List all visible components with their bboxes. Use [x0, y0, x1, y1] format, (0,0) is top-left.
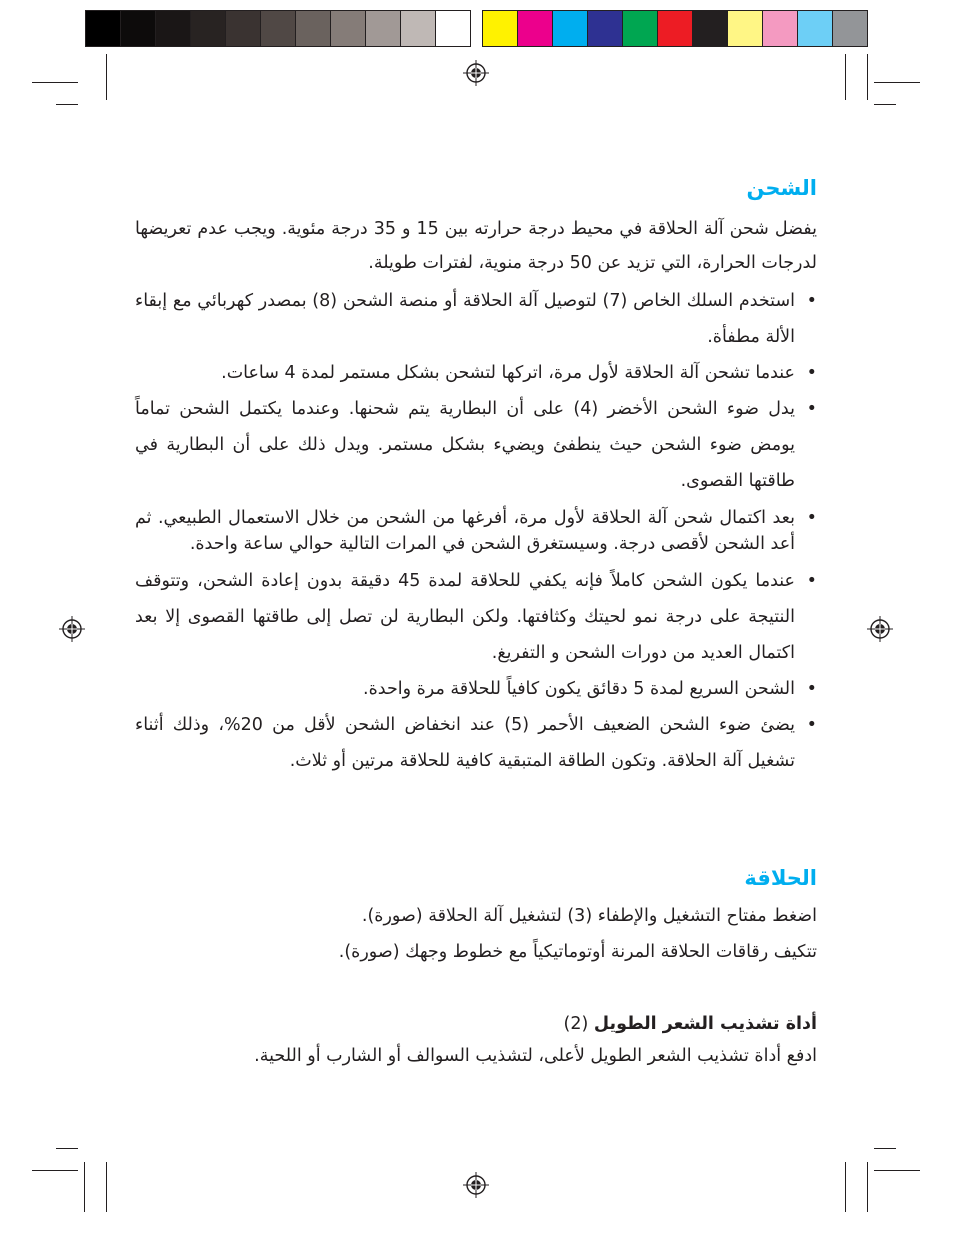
- list-item: • يدل ضوء الشحن الأخضر (4) على أن البطارية يتم شحنها. وعندما يكتمل الشحن تماماً يومض ضوء الشحن حيث ينطفئ ويضيء بشكل مستمر. ويدل ذلك على أن البطارية في طاقتها القصوى.: [135, 391, 817, 499]
- list-item: • عندما يكون الشحن كاملاً فإنه يكفي للحلاقة لمدة 45 دقيقة بدون إعادة الشحن، وتتوقف النتيجة على درجة نمو لحيتك وكثافتها. ولكن البطارية لن تصل إلى طاقتها القصوى إلا بعد اكتمال العديد من دورات الشحن و التفريغ.: [135, 563, 817, 671]
- list-item: • عندما تشحن آلة الحلاقة لأول مرة، اتركها لتشحن بشكل مستمر لمدة 4 ساعات.: [135, 355, 817, 391]
- trimmer-heading: [564, 1014, 817, 1034]
- list-item: • بعد اكتمال شحن آلة الحلاقة لأول مرة، أفرغها من الشحن من خلال الاستعمال الطبيعي. ثم أعد الشحن لأقصى درجة. وسيستغرق الشحن في المرات التالية حوالي ساعة واحدة.: [135, 505, 817, 557]
- list-item: • استخدم السلك الخاص (7) لتوصيل آلة الحلاقة أو منصة الشحن (8) بمصدر كهربائي مع إبقاء الألة مطفأة.: [135, 283, 817, 355]
- charging-bullet-list: [135, 283, 817, 779]
- list-item: • يضئ ضوء الشحن الضعيف الأحمر (5) عند انخفاض الشحن لأقل من 20%، وذلك أثناء تشغيل آلة الحلاقة. وتكون الطاقة المتبقية كافية للحلاقة مرتين أو ثلاث.: [135, 707, 817, 779]
- shaving-heading: الحلاقة: [744, 866, 817, 890]
- trimmer-number: (2): [563, 1014, 589, 1034]
- list-item: • الشحن السريع لمدة 5 دقائق يكون كافياً للحلاقة مرة واحدة.: [135, 671, 817, 707]
- charging-heading: الشحن: [746, 176, 817, 200]
- trimmer-text: ادفع أداة تشذيب الشعر الطويل لأعلى، لتشذيب السوالف أو الشارب أو اللحية.: [254, 1046, 817, 1066]
- shaving-line-2: تتكيف رقاقات الحلاقة المرنة أوتوماتيكياً مع خطوط وجهك (صورة).: [338, 942, 817, 962]
- charging-intro: يفضل شحن آلة الحلاقة في محيط درجة حرارته بين 15 و 35 درجة مئوية. ويجب عدم تعريضها لدرجات الحرارة، التي تزيد عن 50 درجة منوية، لفترات طويلة.: [135, 219, 818, 273]
- trimmer-title: أداة تشذيب الشعر الطويل: [593, 1014, 817, 1034]
- shaving-line-1: اضغط مفتاح التشغيل والإطفاء (3) لتشغيل آلة الحلاقة (صورة).: [361, 906, 817, 926]
